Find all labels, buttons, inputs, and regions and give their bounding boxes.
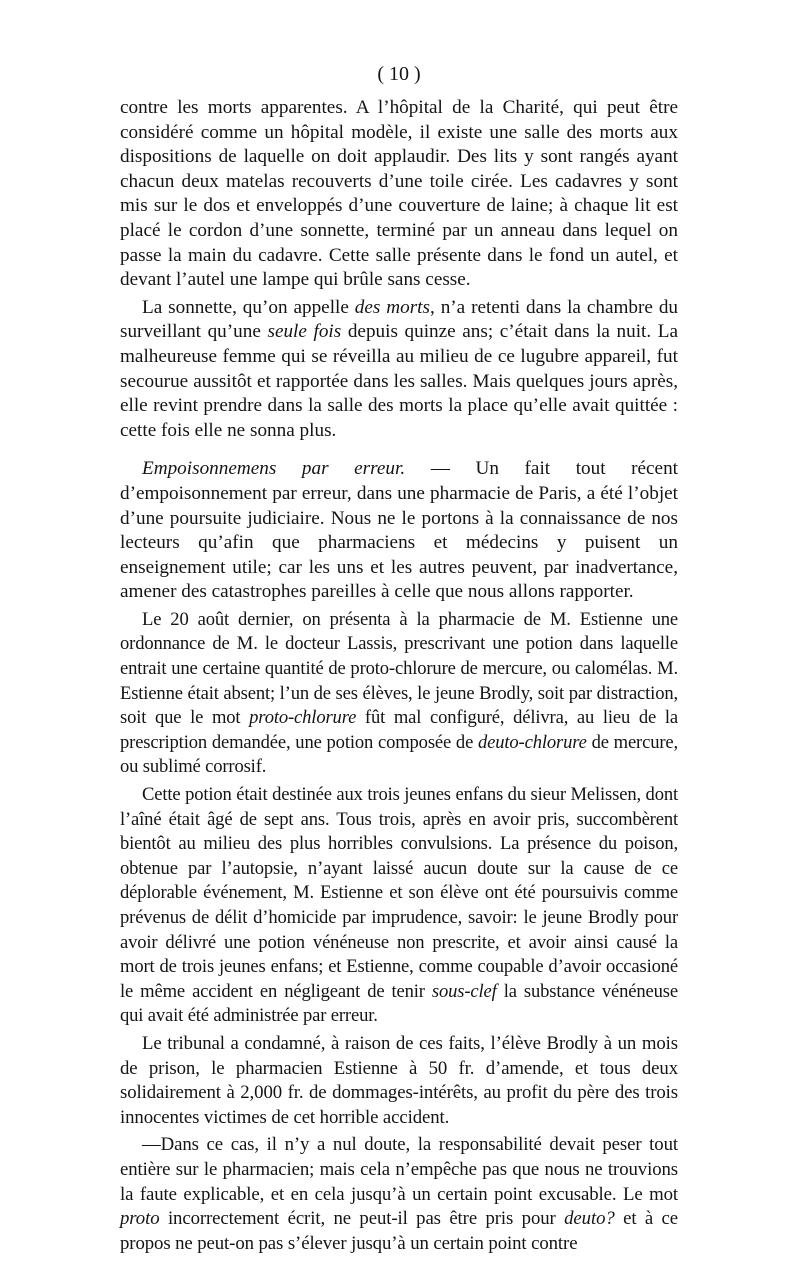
text-run: Le 20 août dernier, on présenta à la pharmacie de M. Estienne une ordonnance de M. le docteur Lassis, prescrivant une potion dans laquelle entrait une certaine quantité de proto-chlorure de mercure, ou calomélas. M. Estienne était absent; l’un de ses élèves, le jeune Brodly, soit par distraction, soit que le mot [120,608,678,729]
text-run: , n’a retenti dans la chambre du surveillant qu’une [120,296,679,343]
italic-text: des morts [354,296,430,318]
italic-text: deuto-chlorure [478,731,587,753]
italic-text: deuto? [564,1208,615,1230]
paragraph-p5 [120,783,678,1029]
italic-text: Empoisonnemens par erreur. [142,458,406,480]
italic-text: proto-chlorure [249,707,357,729]
text-run: —Dans ce cas, il n’y a nul doute, la responsabilité devait peser tout entière sur le pharmacien; mais cela n’empêche pas que nous ne trouvions la faute explicable, et en cela jusqu’à un certain point excusable. Le mot [120,1134,678,1205]
italic-text: seule fois [267,321,342,343]
text-run: — Un fait tout récent d’empoisonnement par erreur, dans une pharmacie de Paris, a été l’objet d’une poursuite judiciaire. Nous ne le portons à la connaissance de nos lecteurs qu’afin que pharmaciens et médecins y puisent un enseignement utile; car les uns et les autres peuvent, par inadvertance, amener des catastrophes pareilles à celle que nous allons rapporter. [120,458,679,603]
paragraph-p3 [120,457,678,605]
paragraph-p7 [120,1133,678,1256]
text-run: incorrectement écrit, ne peut-il pas être pris pour [159,1208,565,1230]
text-run: la substance vénéneuse qui avait été administrée par erreur. [120,980,678,1027]
paragraph-p6 [120,1032,678,1130]
italic-text: proto [120,1208,160,1230]
text-run: La sonnette, qu’on appelle [142,296,355,318]
text-run: de mercure, ou sublimé corrosif. [120,731,678,778]
page-number: ( 10 ) [377,63,421,85]
text-run: Le tribunal a condamné, à raison de ces faits, l’élève Brodly à un mois de prison, le pharmacien Estienne à 50 fr. d’amende, et tous deux solidairement à 2,000 fr. de dommages-intérêts, au profit du père des trois innocentes victimes de cet horrible accident. [120,1032,678,1128]
italic-text: sous-clef [431,980,497,1002]
text-run: fût mal configuré, délivra, au lieu de la prescription demandée, une potion composée de [120,707,678,753]
text-body [120,96,678,1256]
text-run: depuis quinze ans; c’était dans la nuit. La malheureuse femme qui se réveilla au milieu de ce lugubre appareil, fut secourue aussitôt et rapportée dans les salles. Mais quelques jours après, elle revint prendre dans la salle des morts la place qu’elle avait quittée : cette fois elle ne sonna plus. [120,321,678,441]
text-run: Cette potion était destinée aux trois jeunes enfans du sieur Melissen, dont l’aîné était âgé de sept ans. Tous trois, après en avoir pris, succombèrent bientôt au milieu des plus horribles convulsions. La présence du poison, obtenue par l’autopsie, n’ayant laissé aucun doute sur la cause de ce déplorable événement, M. Estienne et son élève ont été poursuivis comme prévenus de délit d’homicide par imprudence, savoir: le jeune Brodly pour avoir délivré une potion vénéneuse non prescrite, et avoir ainsi causé la mort de trois jeunes enfans; et Estienne, comme coupable d’avoir occasioné le même accident en négligeant de tenir [120,784,678,1002]
paragraph-p1 [120,96,678,293]
paragraph-p2 [120,296,678,444]
paragraph-p4 [120,608,678,780]
text-run: contre les morts apparentes. A l’hôpital de la Charité, qui peut être considéré comme un hôpital modèle, il existe une salle des morts aux dispositions de laquelle on doit applaudir. Des lits y sont rangés ayant chacun deux matelas recouverts d’une toile cirée. Les cadavres y sont mis sur le dos et enveloppés d’une couverture de laine; à chaque lit est placé le cordon d’une sonnette, terminé par un anneau dans lequel on passe la main du cadavre. Cette salle présente dans le fond un autel, et devant l’autel une lampe qui brûle sans cesse. [120,97,678,291]
text-run: et à ce propos ne peut-on pas s’élever jusqu’à un certain point contre [120,1208,679,1254]
